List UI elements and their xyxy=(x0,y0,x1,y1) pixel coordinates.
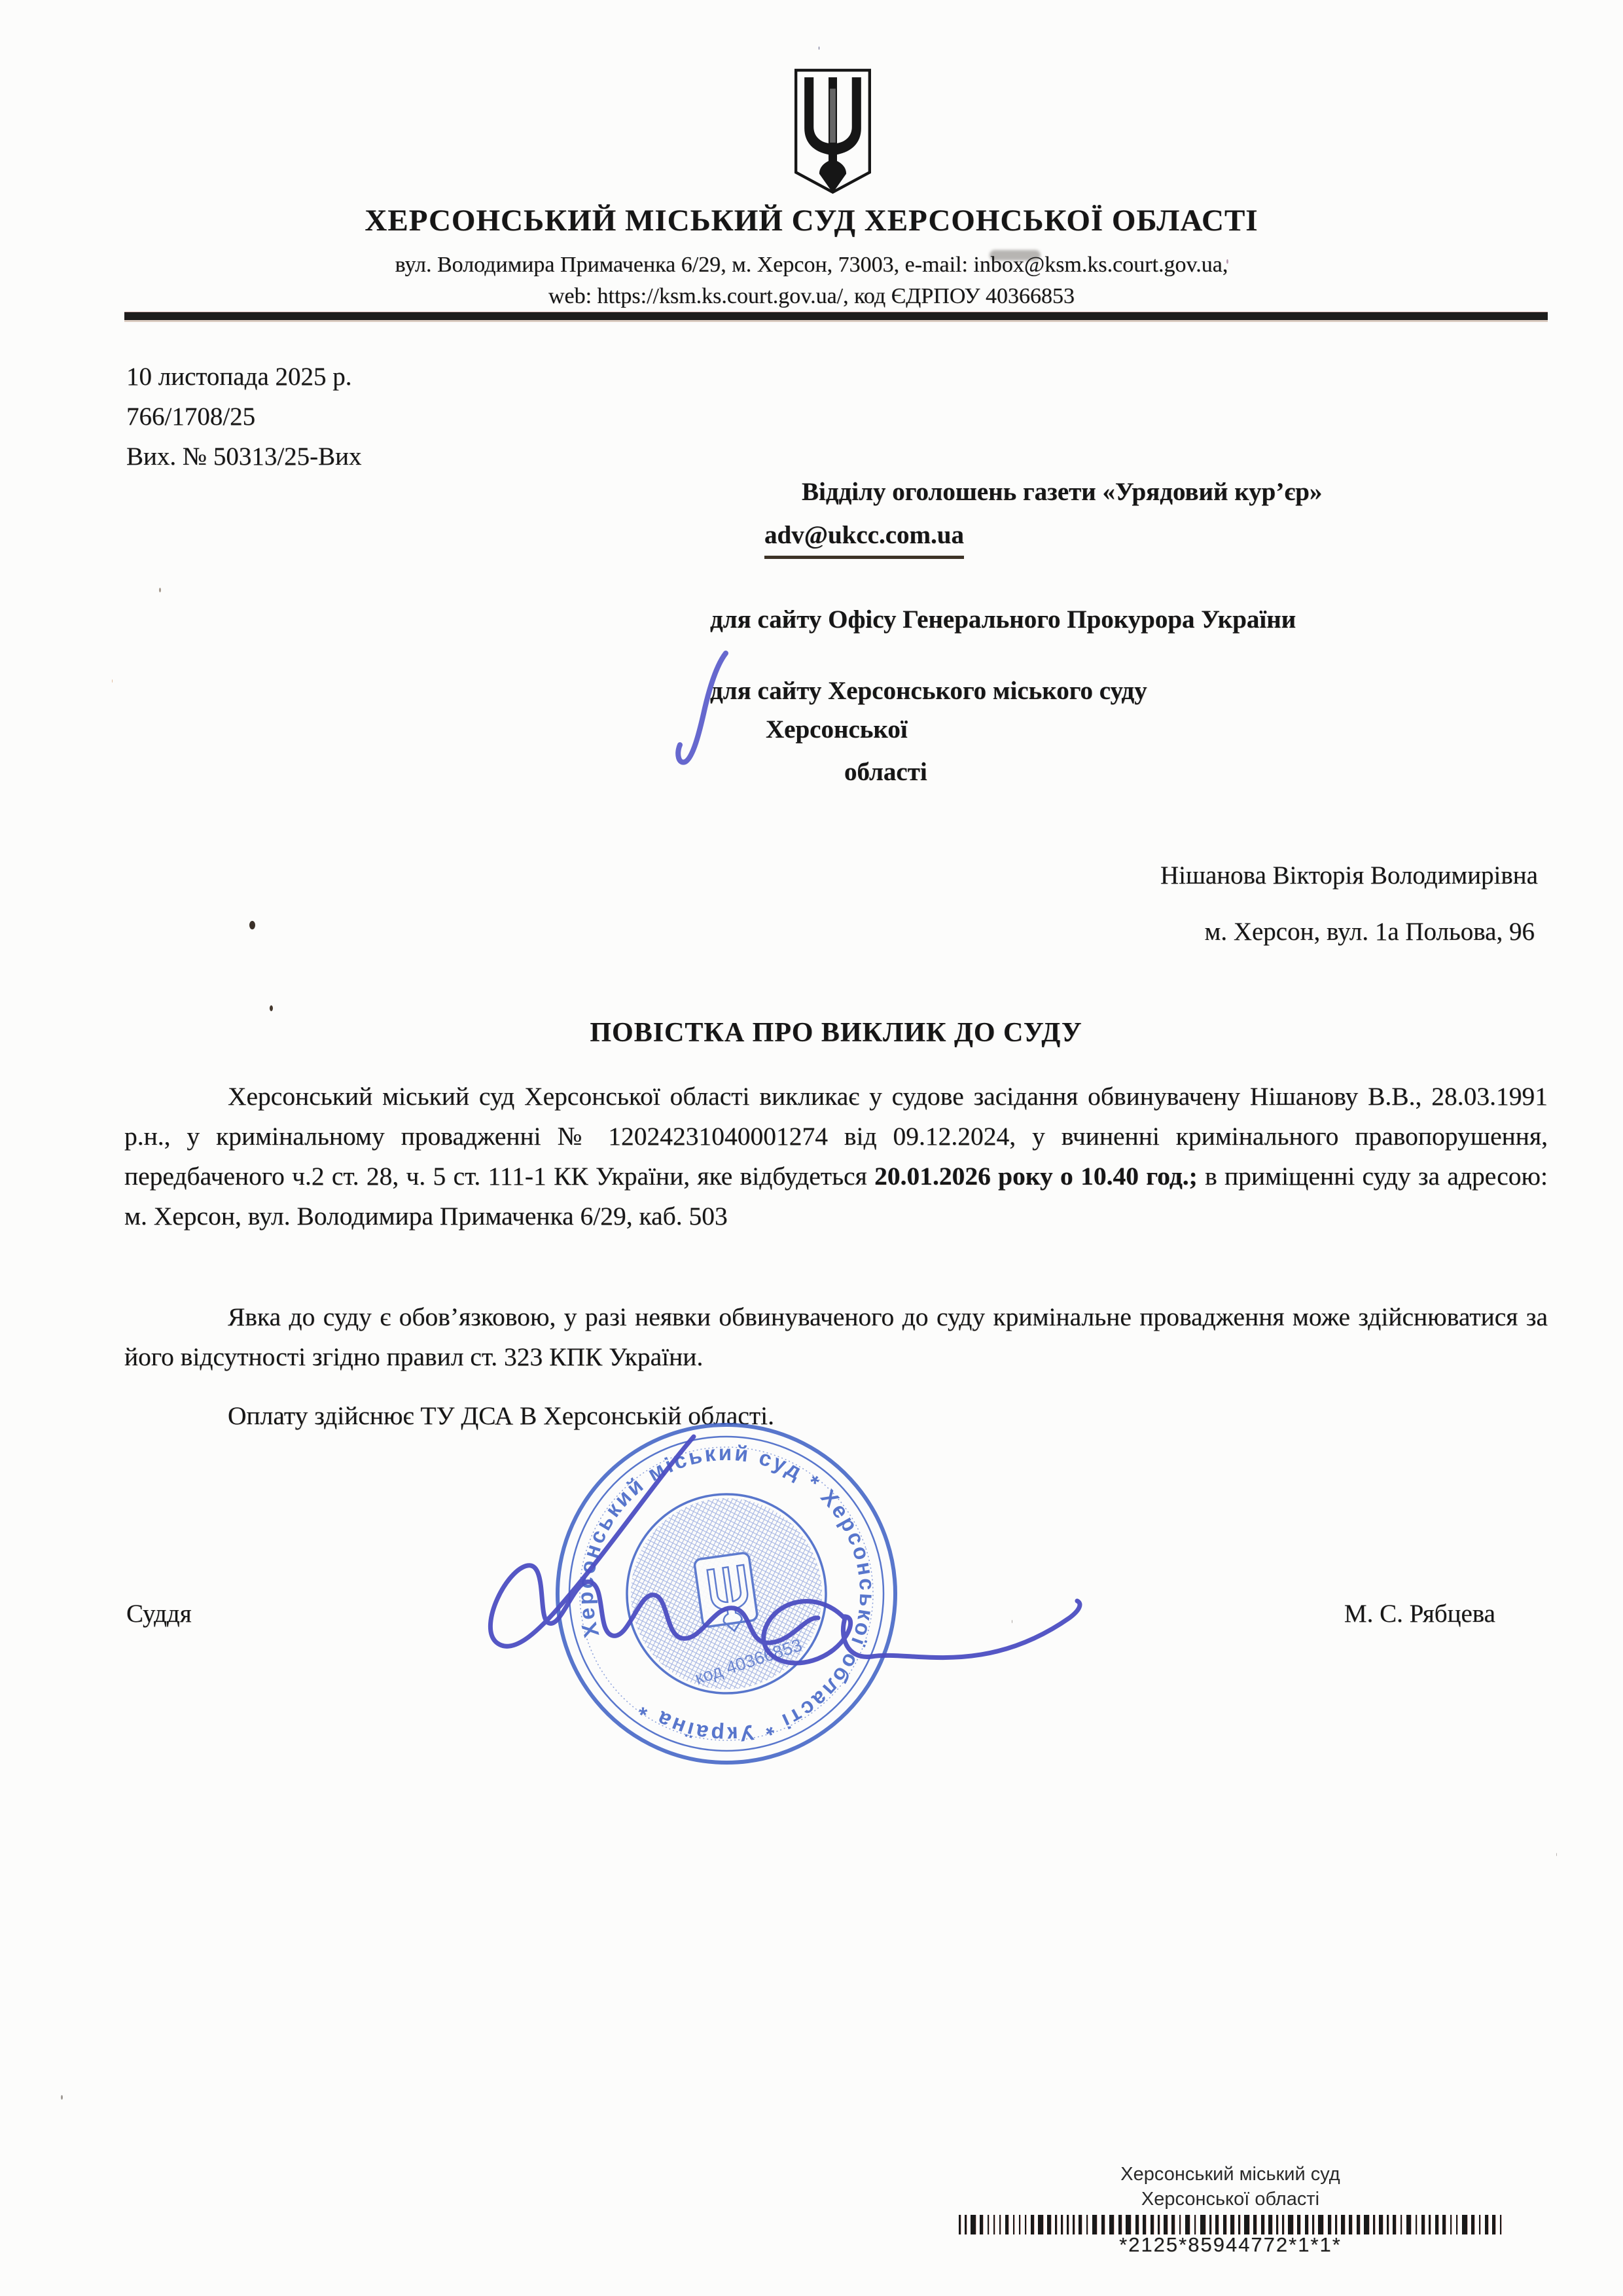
summons-paragraph-attendance: Явка до суду є обов’язковою, у разі неявки обвинуваченого до суду кримінальне провадження може здійснюватися за його відсутності згідно правил ст. 323 КПК України. xyxy=(124,1302,1548,1371)
addressee-name: Нішанова Вікторія Володимирівна xyxy=(1160,861,1538,889)
case-number: 766/1708/25 xyxy=(126,403,256,431)
recipient-court-site-line3: області xyxy=(844,758,927,786)
judge-name: М. С. Рябцева xyxy=(1344,1600,1495,1628)
barcode xyxy=(959,2215,1502,2234)
judge-label: Суддя xyxy=(126,1600,192,1628)
document-date: 10 листопада 2025 р. xyxy=(126,363,352,391)
stamp-ring-text: Херсонський міський суд * Херсонської області * Україна * xyxy=(573,1440,880,1748)
paragraph-text: Херсонський міський суд Херсонської області викликає у судове засідання обвинувачену Нішанову В.В., 28.03.1991 р.н., у кримінальному провадженні № 12024231040001274 від 09.12.2024, у вчиненні кримінального правопорушення, передбаченого ч.2 ст. 28, ч. 5 ст. 111-1 КК України, яке відбудеться xyxy=(124,1082,1548,1191)
header-divider-rule xyxy=(124,312,1548,320)
recipient-prosecutor-site: для сайту Офісу Генерального Прокурора України xyxy=(710,605,1296,634)
stamp-code-text: код 40366853 xyxy=(692,1635,805,1689)
trident-emblem xyxy=(789,67,877,195)
recipient-court-site: для сайту Херсонського міського суду xyxy=(710,677,1147,705)
court-web-line: web: https://ksm.ks.court.gov.ua/, код ЄДРПОУ 40366853 xyxy=(548,284,1075,308)
paragraph-text-after: в приміщенні суду за адресою: м. Херсон, вул. Володимира Примаченка 6/29, каб. 503 xyxy=(124,1162,1548,1230)
recipient-email: adv@ukcc.com.ua xyxy=(764,517,964,559)
scan-speckles xyxy=(249,921,255,929)
outgoing-number: Вих. № 50313/25-Вих xyxy=(126,442,362,471)
court-address-line: вул. Володимира Примаченка 6/29, м. Херсон, 73003, e-mail: inbox@ksm.ks.court.gov.ua, xyxy=(395,253,1228,277)
court-name-header: ХЕРСОНСЬКИЙ МІСЬКИЙ СУД ХЕРСОНСЬКОЇ ОБЛАСТІ xyxy=(365,204,1258,238)
addressee-address: м. Херсон, вул. 1а Польова, 96 xyxy=(1204,918,1535,946)
hearing-datetime: 20.01.2026 року о 10.40 год.; xyxy=(874,1162,1198,1191)
summons-title: ПОВІСТКА ПРО ВИКЛИК ДО СУДУ xyxy=(590,1018,1082,1048)
barcode-value: *2125*85944772*1*1* xyxy=(1119,2233,1342,2256)
recipient-gazette: Відділу оголошень газети «Урядовий кур’єр» xyxy=(802,478,1323,506)
footer-court-line2: Херсонської області xyxy=(1141,2189,1320,2210)
recipient-court-site-line2: Херсонської xyxy=(766,715,908,744)
footer-court-line1: Херсонський міський суд xyxy=(1120,2164,1340,2185)
judge-signature xyxy=(386,1401,1119,1708)
summons-paragraph-main xyxy=(124,1077,1548,1236)
summons-paragraph-payment: Оплату здійснює ТУ ДСА В Херсонській області. xyxy=(228,1401,774,1430)
pen-checkmark xyxy=(671,648,743,785)
